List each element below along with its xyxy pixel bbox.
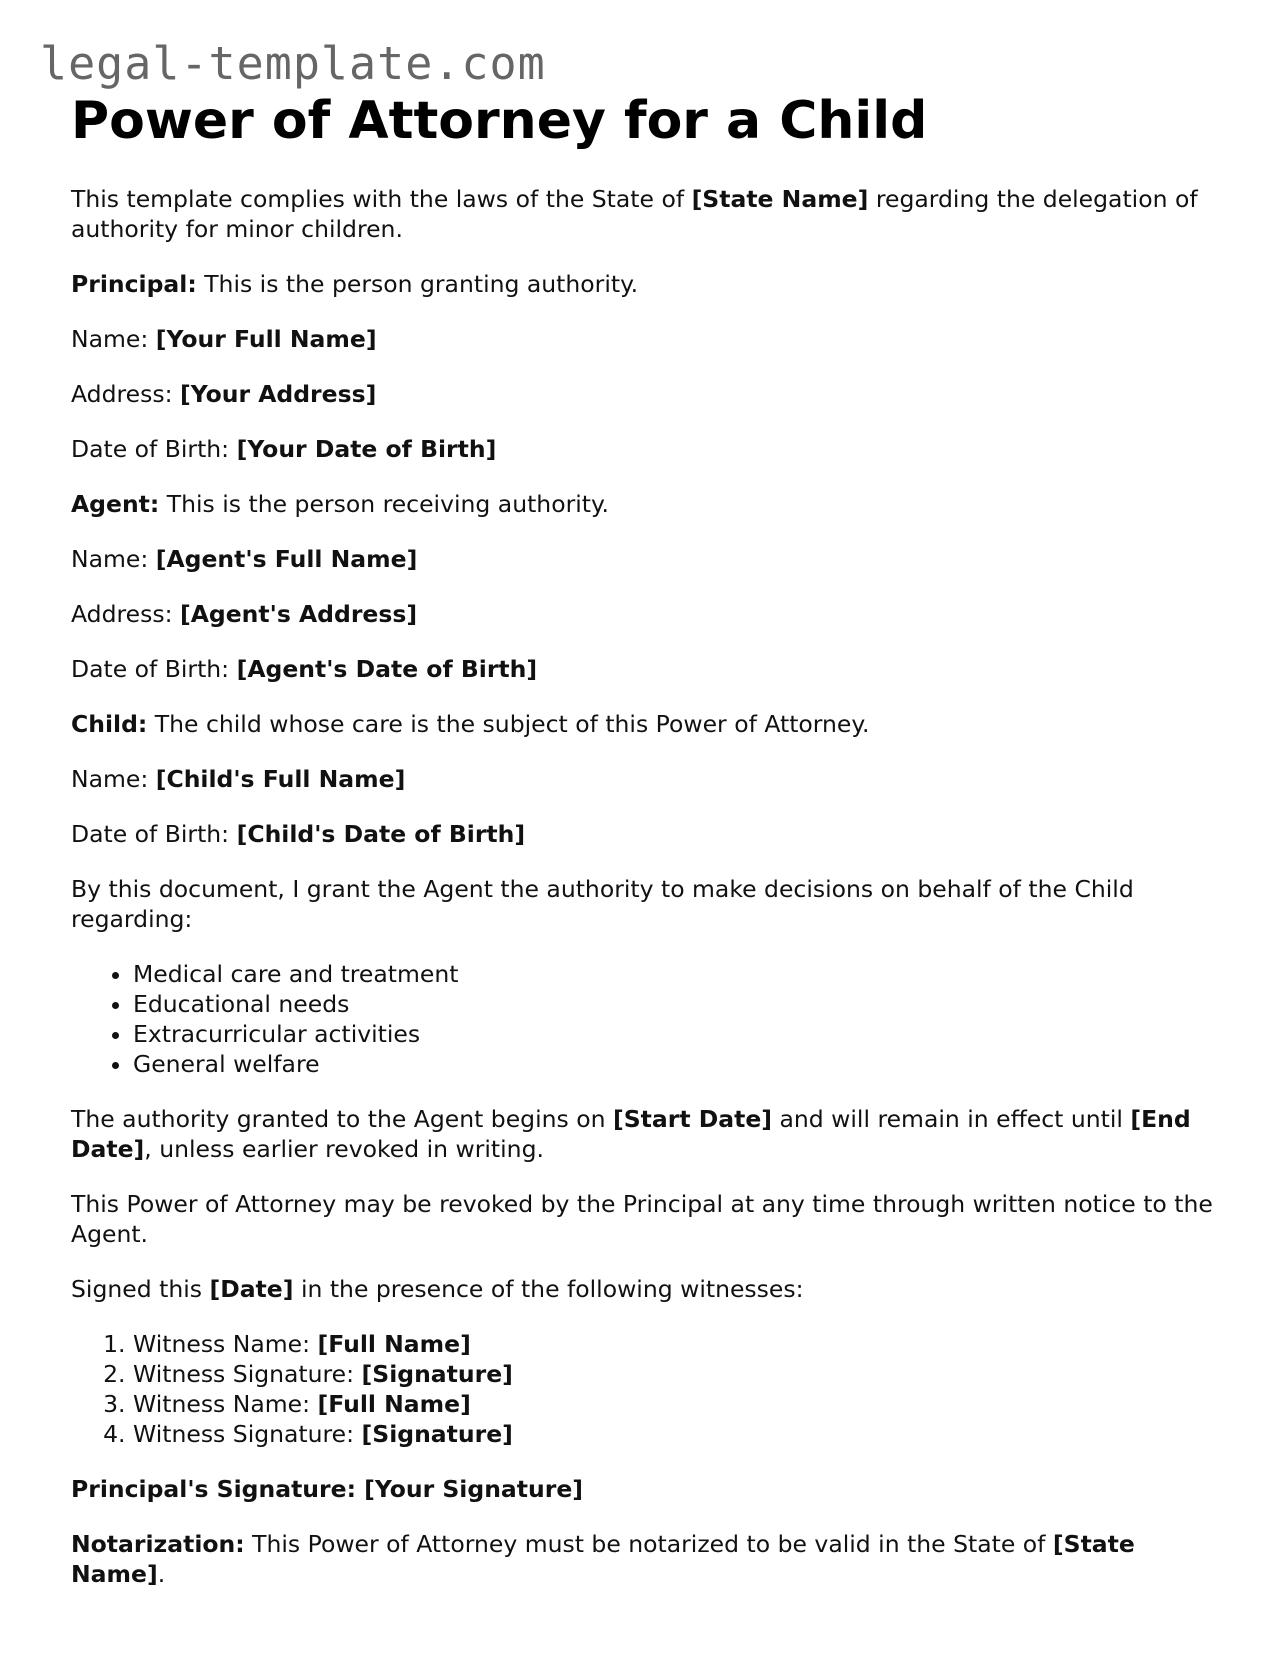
principal-dob-placeholder: [Your Date of Birth] [236, 435, 497, 463]
list-item [133, 1389, 1221, 1419]
witness-placeholder: [Signature] [361, 1360, 513, 1388]
field-label: Date of Birth: [71, 435, 237, 463]
field-label: Date of Birth: [71, 655, 237, 683]
list-item [133, 1359, 1221, 1389]
child-label: Child: [71, 710, 148, 738]
authority-list [71, 959, 1221, 1079]
field-label: Name: [71, 545, 156, 573]
child-name-placeholder: [Child's Full Name] [155, 765, 406, 793]
principal-dob-line [71, 434, 1221, 464]
child-dob-line [71, 819, 1221, 849]
duration-middle: and will remain in effect until [772, 1105, 1131, 1133]
watermark-text: legal-template.com [40, 37, 546, 90]
field-label: Name: [71, 765, 156, 793]
agent-heading [71, 489, 1221, 519]
field-label: Date of Birth: [71, 820, 237, 848]
signed-prefix: Signed this [71, 1275, 210, 1303]
grant-paragraph: By this document, I grant the Agent the authority to make decisions on behalf of the Child regarding: [71, 875, 1134, 933]
list-item: • Medical care and treatment [133, 959, 1221, 989]
agent-address-line [71, 599, 1221, 629]
notarization-label: Notarization: [71, 1530, 245, 1558]
witness-label: Witness Signature: [133, 1420, 362, 1448]
child-heading [71, 709, 1221, 739]
principal-address-line [71, 379, 1221, 409]
witness-placeholder: [Signature] [361, 1420, 513, 1448]
duration-prefix: The authority granted to the Agent begins on [71, 1105, 613, 1133]
end-date-placeholder: [End Date] [71, 1105, 1191, 1163]
witness-placeholder: [Full Name] [317, 1330, 471, 1358]
witness-label: Witness Name: [133, 1390, 318, 1418]
agent-name-line [71, 544, 1221, 574]
duration-suffix: , unless earlier revoked in writing. [144, 1135, 544, 1163]
signed-paragraph [71, 1274, 1221, 1304]
witness-list [71, 1329, 1221, 1449]
notarization-text: This Power of Attorney must be notarized to be valid in the State of [244, 1530, 1053, 1558]
list-item [133, 1329, 1221, 1359]
child-desc: The child whose care is the subject of this Power of Attorney. [147, 710, 870, 738]
child-name-line [71, 764, 1221, 794]
principal-name-placeholder: [Your Full Name] [155, 325, 377, 353]
principal-desc: This is the person granting authority. [196, 270, 639, 298]
principal-signature-text: Principal's Signature: [Your Signature] [71, 1475, 584, 1503]
principal-address-placeholder: [Your Address] [179, 380, 377, 408]
notarization-state-placeholder: [State Name] [71, 1530, 1135, 1588]
state-placeholder: [State Name] [691, 185, 869, 213]
field-label: Address: [71, 600, 180, 628]
principal-signature-line [71, 1474, 1221, 1504]
list-item: • Extracurricular activities [133, 1019, 1221, 1049]
intro-paragraph [71, 184, 1221, 244]
revocation-paragraph: This Power of Attorney may be revoked by the Principal at any time through written notice to the Agent. [71, 1190, 1213, 1248]
principal-heading [71, 269, 1221, 299]
principal-label: Principal: [71, 270, 197, 298]
principal-name-line [71, 324, 1221, 354]
witness-label: Witness Name: [133, 1330, 318, 1358]
child-dob-placeholder: [Child's Date of Birth] [236, 820, 526, 848]
witness-placeholder: [Full Name] [317, 1390, 471, 1418]
witness-label: Witness Signature: [133, 1360, 362, 1388]
agent-name-placeholder: [Agent's Full Name] [155, 545, 418, 573]
list-item: • Educational needs [133, 989, 1221, 1019]
list-item: • General welfare [133, 1049, 1221, 1079]
agent-label: Agent: [71, 490, 160, 518]
field-label: Name: [71, 325, 156, 353]
agent-desc: This is the person receiving authority. [159, 490, 610, 518]
agent-address-placeholder: [Agent's Address] [179, 600, 418, 628]
notarization-paragraph [71, 1529, 1221, 1589]
signed-suffix: in the presence of the following witnesses: [293, 1275, 804, 1303]
notarization-suffix: . [157, 1560, 166, 1588]
page-title: Power of Attorney for a Child [71, 91, 928, 151]
intro-prefix: This template complies with the laws of the State of [71, 185, 692, 213]
field-label: Address: [71, 380, 180, 408]
agent-dob-placeholder: [Agent's Date of Birth] [236, 655, 538, 683]
agent-dob-line [71, 654, 1221, 684]
signed-date-placeholder: [Date] [209, 1275, 294, 1303]
list-item [133, 1419, 1221, 1449]
document-body [71, 184, 1221, 1614]
start-date-placeholder: [Start Date] [612, 1105, 773, 1133]
duration-paragraph [71, 1104, 1221, 1164]
intro-suffix: regarding the delegation of authority for minor children. [71, 185, 1198, 243]
